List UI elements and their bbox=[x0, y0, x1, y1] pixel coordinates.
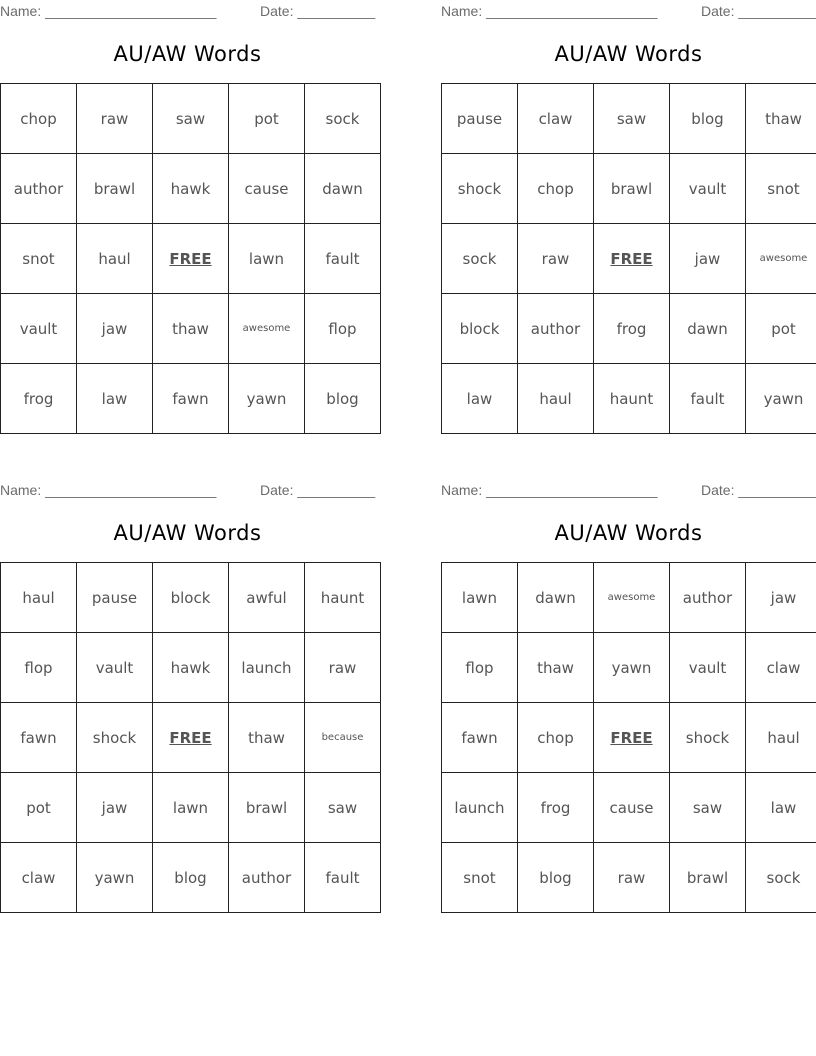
grid-cell: raw bbox=[77, 84, 153, 154]
free-space-cell: FREE bbox=[594, 703, 670, 773]
date-field: Date: __________ bbox=[260, 3, 376, 19]
grid-cell: awful bbox=[229, 563, 305, 633]
grid-cell: yawn bbox=[594, 633, 670, 703]
grid-cell: fawn bbox=[1, 703, 77, 773]
bingo-grid bbox=[441, 562, 816, 913]
grid-cell: awesome bbox=[746, 224, 816, 294]
grid-cell: saw bbox=[670, 773, 746, 843]
grid-cell: chop bbox=[1, 84, 77, 154]
grid-cell: raw bbox=[305, 633, 381, 703]
grid-cell: yawn bbox=[229, 364, 305, 434]
name-date-line bbox=[441, 0, 816, 22]
grid-cell: flop bbox=[442, 633, 518, 703]
grid-cell: jaw bbox=[77, 294, 153, 364]
grid-cell: fawn bbox=[153, 364, 229, 434]
grid-cell: cause bbox=[229, 154, 305, 224]
grid-cell: haul bbox=[746, 703, 816, 773]
grid-cell: law bbox=[442, 364, 518, 434]
grid-cell: sock bbox=[442, 224, 518, 294]
bingo-grid bbox=[0, 83, 381, 434]
grid-cell: snot bbox=[442, 843, 518, 913]
grid-cell: blog bbox=[153, 843, 229, 913]
grid-cell: fault bbox=[305, 843, 381, 913]
name-date-line bbox=[0, 479, 375, 501]
bingo-grid bbox=[441, 83, 816, 434]
bingo-card-2 bbox=[441, 0, 816, 434]
grid-cell: block bbox=[442, 294, 518, 364]
name-field: Name: ______________________ bbox=[0, 482, 217, 498]
grid-cell: blog bbox=[305, 364, 381, 434]
grid-cell: haul bbox=[518, 364, 594, 434]
grid-cell: jaw bbox=[77, 773, 153, 843]
grid-cell: flop bbox=[305, 294, 381, 364]
grid-cell: brawl bbox=[229, 773, 305, 843]
grid-cell: lawn bbox=[229, 224, 305, 294]
grid-cell: shock bbox=[442, 154, 518, 224]
grid-cell: brawl bbox=[77, 154, 153, 224]
grid-cell: vault bbox=[670, 154, 746, 224]
grid-cell: dawn bbox=[305, 154, 381, 224]
date-field: Date: __________ bbox=[701, 3, 816, 19]
grid-cell: yawn bbox=[746, 364, 816, 434]
free-space-cell: FREE bbox=[153, 703, 229, 773]
grid-cell: hawk bbox=[153, 154, 229, 224]
grid-cell: author bbox=[518, 294, 594, 364]
grid-cell: brawl bbox=[670, 843, 746, 913]
grid-cell: thaw bbox=[746, 84, 816, 154]
grid-cell: blog bbox=[518, 843, 594, 913]
grid-cell: sock bbox=[305, 84, 381, 154]
grid-cell: saw bbox=[153, 84, 229, 154]
grid-cell: author bbox=[229, 843, 305, 913]
grid-cell: lawn bbox=[442, 563, 518, 633]
grid-cell: snot bbox=[1, 224, 77, 294]
grid-cell: law bbox=[746, 773, 816, 843]
grid-cell: claw bbox=[1, 843, 77, 913]
grid-cell: awesome bbox=[229, 294, 305, 364]
grid-cell: because bbox=[305, 703, 381, 773]
grid-cell: pot bbox=[1, 773, 77, 843]
grid-cell: thaw bbox=[229, 703, 305, 773]
grid-cell: flop bbox=[1, 633, 77, 703]
grid-cell: chop bbox=[518, 154, 594, 224]
grid-cell: blog bbox=[670, 84, 746, 154]
grid-cell: pot bbox=[746, 294, 816, 364]
bingo-card-3 bbox=[0, 479, 375, 913]
grid-cell: fawn bbox=[442, 703, 518, 773]
grid-cell: haul bbox=[77, 224, 153, 294]
bingo-grid bbox=[0, 562, 381, 913]
grid-cell: snot bbox=[746, 154, 816, 224]
grid-cell: brawl bbox=[594, 154, 670, 224]
free-space-cell: FREE bbox=[153, 224, 229, 294]
grid-cell: pot bbox=[229, 84, 305, 154]
grid-cell: awesome bbox=[594, 563, 670, 633]
grid-cell: saw bbox=[594, 84, 670, 154]
grid-cell: author bbox=[1, 154, 77, 224]
grid-cell: raw bbox=[518, 224, 594, 294]
bingo-card-1 bbox=[0, 0, 375, 434]
grid-cell: shock bbox=[77, 703, 153, 773]
grid-cell: vault bbox=[77, 633, 153, 703]
bingo-card-4 bbox=[441, 479, 816, 913]
grid-cell: yawn bbox=[77, 843, 153, 913]
grid-cell: launch bbox=[442, 773, 518, 843]
grid-cell: frog bbox=[594, 294, 670, 364]
grid-cell: thaw bbox=[518, 633, 594, 703]
grid-cell: vault bbox=[1, 294, 77, 364]
grid-cell: sock bbox=[746, 843, 816, 913]
free-space-cell: FREE bbox=[594, 224, 670, 294]
grid-cell: dawn bbox=[670, 294, 746, 364]
date-field: Date: __________ bbox=[701, 482, 816, 498]
grid-cell: haul bbox=[1, 563, 77, 633]
grid-cell: fault bbox=[305, 224, 381, 294]
grid-cell: cause bbox=[594, 773, 670, 843]
grid-cell: block bbox=[153, 563, 229, 633]
grid-cell: haunt bbox=[594, 364, 670, 434]
grid-cell: claw bbox=[746, 633, 816, 703]
card-title: AU/AW Words bbox=[554, 521, 703, 545]
grid-cell: lawn bbox=[153, 773, 229, 843]
name-field: Name: ______________________ bbox=[441, 3, 658, 19]
grid-cell: frog bbox=[518, 773, 594, 843]
grid-cell: author bbox=[670, 563, 746, 633]
grid-cell: claw bbox=[518, 84, 594, 154]
grid-cell: dawn bbox=[518, 563, 594, 633]
date-field: Date: __________ bbox=[260, 482, 376, 498]
name-field: Name: ______________________ bbox=[441, 482, 658, 498]
grid-cell: pause bbox=[442, 84, 518, 154]
grid-cell: raw bbox=[594, 843, 670, 913]
card-title: AU/AW Words bbox=[113, 521, 262, 545]
grid-cell: jaw bbox=[746, 563, 816, 633]
grid-cell: thaw bbox=[153, 294, 229, 364]
card-title: AU/AW Words bbox=[113, 42, 262, 66]
grid-cell: fault bbox=[670, 364, 746, 434]
grid-cell: saw bbox=[305, 773, 381, 843]
name-field: Name: ______________________ bbox=[0, 3, 217, 19]
grid-cell: chop bbox=[518, 703, 594, 773]
grid-cell: frog bbox=[1, 364, 77, 434]
grid-cell: launch bbox=[229, 633, 305, 703]
grid-cell: law bbox=[77, 364, 153, 434]
grid-cell: jaw bbox=[670, 224, 746, 294]
name-date-line bbox=[441, 479, 816, 501]
name-date-line bbox=[0, 0, 375, 22]
grid-cell: vault bbox=[670, 633, 746, 703]
grid-cell: pause bbox=[77, 563, 153, 633]
grid-cell: hawk bbox=[153, 633, 229, 703]
card-title: AU/AW Words bbox=[554, 42, 703, 66]
grid-cell: shock bbox=[670, 703, 746, 773]
grid-cell: haunt bbox=[305, 563, 381, 633]
